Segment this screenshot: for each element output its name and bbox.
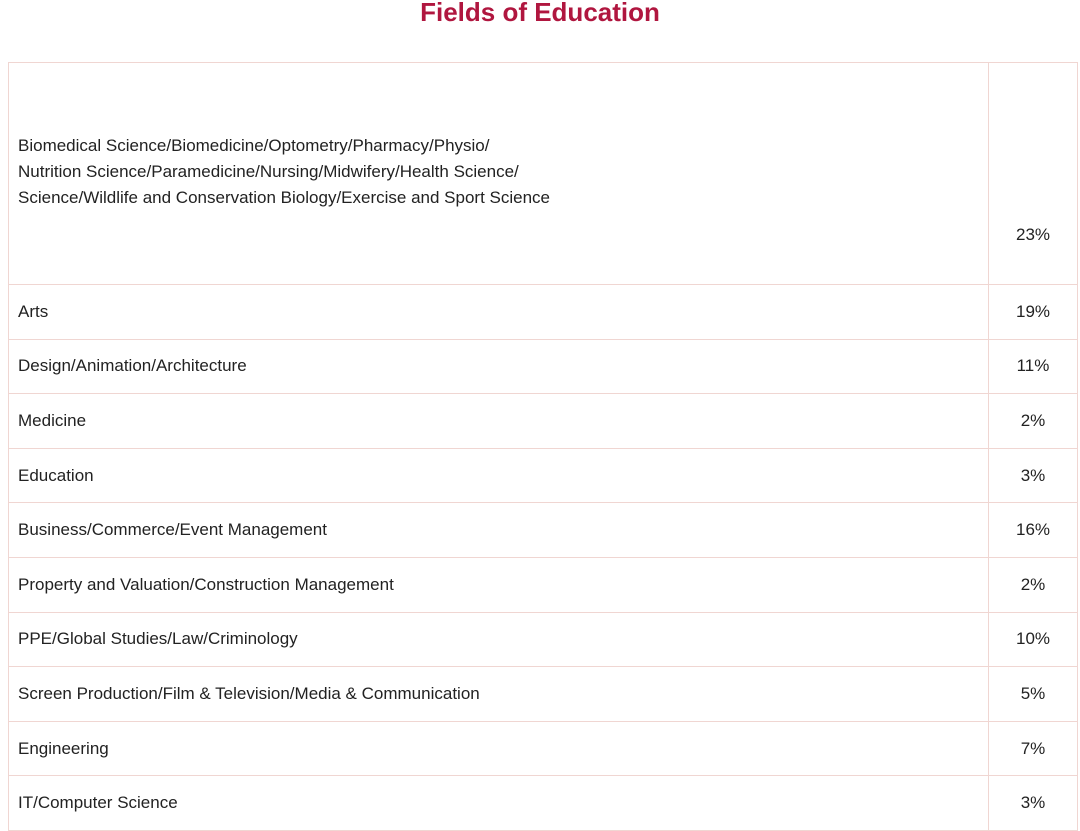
table-row: [9, 721, 1078, 776]
percent-cell: 23%: [989, 63, 1078, 285]
table-row: [9, 776, 1078, 831]
field-cell: Education: [9, 448, 989, 503]
table-row: [9, 394, 1078, 449]
percent-cell: 5%: [989, 667, 1078, 722]
percent-cell: 11%: [989, 339, 1078, 394]
field-cell: Engineering: [9, 721, 989, 776]
table-row: [9, 285, 1078, 340]
table-row: [9, 63, 1078, 285]
table-row: [9, 612, 1078, 667]
field-line: Nutrition Science/Paramedicine/Nursing/Midwifery/Health Science/: [18, 161, 519, 181]
table-row: [9, 339, 1078, 394]
percent-cell: 2%: [989, 394, 1078, 449]
percent-cell: 2%: [989, 557, 1078, 612]
field-line: Science/Wildlife and Conservation Biology/Exercise and Sport Science: [18, 187, 550, 207]
table-row: [9, 503, 1078, 558]
fields-of-education-table: [8, 62, 1078, 831]
table-row: [9, 557, 1078, 612]
percent-cell: 3%: [989, 776, 1078, 831]
field-cell: Medicine: [9, 394, 989, 449]
field-cell: Arts: [9, 285, 989, 340]
percent-cell: 16%: [989, 503, 1078, 558]
table-row: [9, 448, 1078, 503]
field-cell: [9, 63, 989, 285]
percent-cell: 7%: [989, 721, 1078, 776]
field-cell: IT/Computer Science: [9, 776, 989, 831]
field-cell: Property and Valuation/Construction Management: [9, 557, 989, 612]
table-row: [9, 667, 1078, 722]
field-cell: Screen Production/Film & Television/Media & Communication: [9, 667, 989, 722]
field-line: Biomedical Science/Biomedicine/Optometry/Pharmacy/Physio/: [18, 135, 490, 155]
percent-cell: 3%: [989, 448, 1078, 503]
field-cell: Business/Commerce/Event Management: [9, 503, 989, 558]
percent-cell: 10%: [989, 612, 1078, 667]
field-cell: PPE/Global Studies/Law/Criminology: [9, 612, 989, 667]
field-cell: Design/Animation/Architecture: [9, 339, 989, 394]
percent-cell: 19%: [989, 285, 1078, 340]
page-title: Fields of Education: [420, 0, 660, 27]
